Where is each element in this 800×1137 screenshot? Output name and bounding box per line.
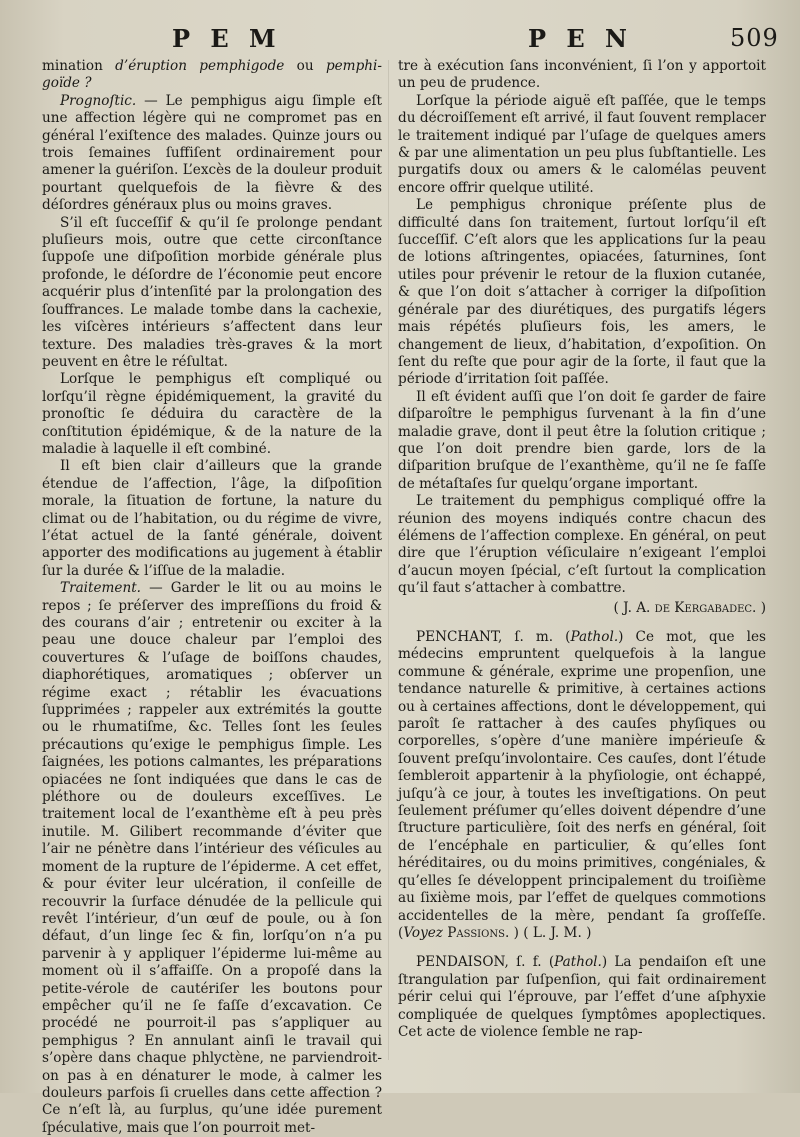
column-gutter [388,60,389,1060]
page-number: 509 [730,24,779,52]
text-run: PENDAISON, ſ. f. ( [416,954,555,971]
text-run: Lorſque le pemphigus eſt compliqué ou lorſqu’il règne épidémiquement, la gravité du pronoſtic ſe déduira du caractère de la conſtitution épidémique, & de la nature de la maladie à laquelle il eſt combiné. [42,371,382,457]
text-run: — Le pemphigus aigu ſimple eſt une affection légère qui ne compromet pas en général l’exiſtence des malades. Quinze jours ou trois ſemaines ſuffiſent ordinairement pour amener la guériſon. L’excès de la douleur produit pourtant quelquefois de la fièvre & des déſordres généraux plus ou moins graves. [42,92,382,214]
paragraph [42,58,382,93]
text-run: ) La pendaiſon eſt une ſtrangulation par ſuſpenſion, qui fait ordinairement périr celui qui l’éprouve, par l’effet d’une aſphyxie compliquée de quelques ſymptômes apoplectiques. Cet acte de violence ſemble ne rap- [398,954,766,1040]
italic-text: Voyez [403,924,443,941]
paragraph [398,389,766,493]
text-run: ( J. A. [613,599,655,616]
header-right: P E N [528,24,633,53]
right-column [398,58,766,1041]
text-run: Il eſt bien clair d’ailleurs que la grande étendue de l’affection, l’âge, la diſpoſition morale, la ſituation de fortune, la nature du climat ou de l’habitation, ou du régime de vivre, l’état actuel de la ſanté générale, doivent apporter des modifications au jugement à établir ſur la durée & l’iſſue de la maladie. [42,458,382,579]
text-run: de Kergabadec [654,599,753,616]
text-run: . ) [752,599,766,616]
text-run: PENCHANT, ſ. m. ( [416,629,571,645]
paragraph [42,580,382,1137]
paragraph [42,371,382,458]
paragraph [42,215,382,372]
left-column [42,58,382,1137]
paragraph [398,954,766,1041]
paragraph [398,600,766,617]
text-run: tre à exécution ſans inconvénient, ſi l’on y apportoit un peu de prudence. [398,58,766,92]
italic-text: pemphi-goïde ? [42,58,382,92]
text-run: Passions [447,924,505,941]
text-run: ou [284,58,326,74]
text-run: . ) ( L. J. M. ) [504,924,592,941]
paragraph [398,197,766,388]
text-run: S’il eſt ſucceſſif & qu’il ſe prolonge pendant pluſieurs mois, outre que cette circonſtance ſuppoſe une diſpoſition morbide générale plus profonde, le déſordre de l’économie peut encore acquérir plus d’intenſité par la prolongation des ſouffrances. Le malade tombe dans la cachexie, les viſcères intérieurs s’affectent dans leur texture. Des maladies très-graves & la mort peuvent en être le réſultat. [42,214,382,370]
text-run: Il eſt évident auſſi que l’on doit ſe garder de faire diſparoître le pemphigus ſurvenant à la fin d’une maladie grave, dont il peut être la ſolution critique ; que l’on doit prendre bien garde, lors de la diſparition bruſque de l’exanthème, qu’il ne ſe faſſe de métaſtaſes ſur quelqu’organe important. [398,388,766,492]
text-run: Le traitement du pemphigus compliqué offre la réunion des moyens indiqués contre chacun des élémens de l’affection complexe. En général, on peut dire que l’éruption véſiculaire n’exigeant l’emploi d’aucun moyen ſpécial, c’eſt ſurtout la complication qu’il faut s’attacher à combattre. [398,493,766,597]
italic-text: Traitement. [60,580,141,597]
paragraph [398,493,766,597]
paragraph [398,93,766,197]
italic-text: Pathol. [570,629,619,645]
text-run: ) Ce mot, que les médecins empruntent quelquefois à la langue commune & générale, exprime une propenſion, une tendance naturelle & primitive, à certaines actions ou à certaines affections, dont le développement, qui paroît ſe rattacher à des cauſes phyſiques ou corporelles, s’opère d’une manière impérieuſe & ſouvent preſqu’involontaire. Ces cauſes, dont l’étude ſembleroit appartenir à la phyſiologie, ont échappé, juſqu’à ce jour, à toutes les inveſtigations. On peut ſeulement préſumer qu’elles doivent dépendre d’une ſtructure particulière, ſoit des nerfs en général, ſoit de l’encéphale en particulier, & qu’elles ſont héréditaires, ou du moins primitives, congéniales, & qu’elles ſe développent principalement du troiſième au ſixième mois, par l’effet de quelques commotions accidentelles de la mère, pendant ſa groſſeſſe. ( [398,629,766,941]
text-run: Le pemphigus chronique préſente plus de difficulté dans ſon traitement, ſurtout lorſqu’il eſt ſucceſſif. C’eſt alors que les applications ſur la peau de lotions aſtringentes, opiacées, ſaturnines, ſont utiles pour prévenir le retour de la fluxion cutanée, & que l’on doit s’attacher à corriger la diſpoſition générale par des diurétiques, des purgatifs légers mais répétés pluſieurs fois, les amers, le changement de lieux, d’habitation, d’expoſition. On ſent du reſte que pour agir de la ſorte, il faut que la période d’irritation ſoit paſſée. [398,197,766,388]
paragraph [42,93,382,215]
paragraph [398,629,766,942]
header-left: P E M [172,24,282,53]
text-run: — Garder le lit ou au moins le repos ; ſe préſerver des impreſſions du froid & des courans d’air ; entretenir ou exciter à la peau une douce chaleur par l’emploi des couvertures & l’uſage de boiſſons chaudes, diaphorétiques, aromatiques ; obſerver un régime exact ; rétablir les évacuations ſupprimées ; rappeler aux extrémités la goutte ou le rhumatiſme, &c. Telles ſont les ſeules précautions qu’exige le pemphigus ſimple. Les ſaignées, les potions calmantes, les préparations opiacées ne ſont indiquées que dans le cas de pléthore ou de douleurs exceſſives. Le traitement local de l’exanthème eſt à peu près inutile. M. Gilibert recommande d’éviter que l’air ne pénètre dans l’intérieur des véſicules au moment de la rupture de l’épiderme. A cet effet, & pour éviter leur ulcération, il conſeille de recouvrir la ſurface dénudée de la pellicule qui revêt l’intérieur, d’un œuf de poule, ou à ſon défaut, d’un linge ſec & fin, lorſqu’on n’a pu parvenir à y appliquer l’épiderme lui-même au moment où il s’affaiſſe. On a propoſé dans la petite-vérole de cautériſer les boutons pour empêcher qu’il ne ſe faſſe d’excavation. Ce procédé ne pourroit-il pas s’appliquer au pemphigus ? En annulant ainſi le travail qui s’opère dans chaque phlyctène, ne parviendroit-on pas à en dénaturer le mode, à calmer les douleurs parfois ſi cruelles dans cette affection ? Ce n’eſt là, au ſurplus, qu’une idée purement ſpéculative, mais que l’on pourroit met- [42,580,382,1136]
paragraph [42,458,382,580]
text-run: Lorſque la période aiguë eſt paſſée, que le temps du décroiſſement eſt arrivé, il faut ſouvent remplacer le traitement indiqué par l’uſage de quelques amers & par une alimentation un peu plus ſubſtantielle. Les purgatifs doux ou amers & le calomélas peuvent encore offrir quelque utilité. [398,92,766,196]
italic-text: Pathol. [554,954,602,971]
paragraph [398,58,766,93]
italic-text: Prognoſtic. [60,92,137,109]
italic-text: d’éruption pemphigode [115,58,285,74]
text-run: mination [42,58,116,74]
running-header [0,24,800,54]
